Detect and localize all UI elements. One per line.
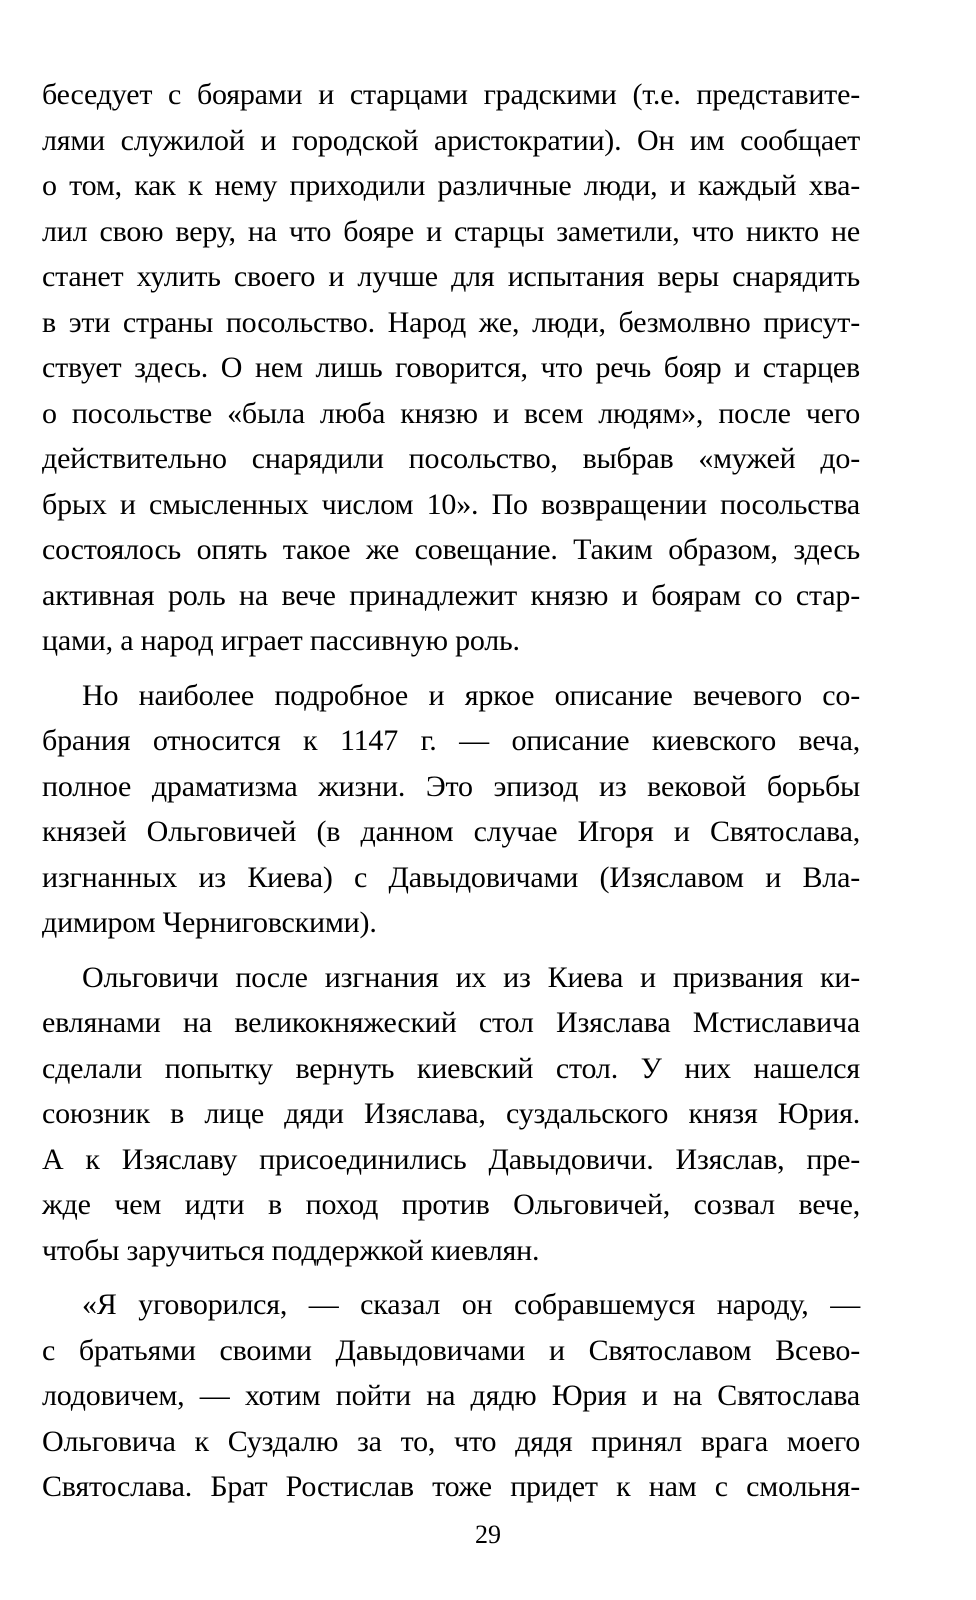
text-line: беседует с боярами и старцами градскими (т.е. представите- [42, 78, 860, 111]
text-line: Ольговичи после изгнания их из Киева и призвания ки- [82, 960, 860, 994]
text-line: о посольстве «была люба князю и всем людям», после чего [42, 396, 860, 430]
text-line: «Я уговорился, — сказал он собравшемуся народу, — [82, 1288, 860, 1321]
text-line: союзник в лице дяди Изяслава, суздальского князя Юрия. [42, 1097, 860, 1130]
text-line: Но наиболее подробное и яркое описание вечевого со- [82, 678, 860, 712]
page-number: 29 [475, 1520, 501, 1549]
text-line: Ольговича к Суздалю за то, что дядя принял врага моего [42, 1424, 860, 1458]
text-line: Святослава. Брат Ростислав тоже придет к нам с смольня- [42, 1470, 860, 1503]
text-line: лил свою веру, на что бояре и старцы заметили, что никто не [42, 214, 860, 248]
text-line: жде чем идти в поход против Ольговичей, созвал вече, [42, 1188, 860, 1221]
text-line: в эти страны посольство. Народ же, люди, безмолвно присут- [42, 305, 860, 339]
text-line: о том, как к нему приходили различные люди, и каждый хва- [42, 169, 860, 202]
paragraph-4 [42, 1282, 860, 1510]
text-line: состоялось опять такое же совещание. Таким образом, здесь [42, 533, 860, 566]
paragraph-1 [42, 72, 860, 664]
text-line: действительно снарядили посольство, выбрав «мужей до- [42, 442, 860, 475]
text-line: лодовичем, — хотим пойти на дядю Юрия и на Святослава [42, 1379, 860, 1412]
text-line: активная роль на вече принадлежит князю и боярам со стар- [42, 578, 860, 612]
paragraph-2 [42, 673, 860, 946]
text-line: лями служилой и городской аристократии). Он им сообщает [42, 123, 860, 157]
text-line: князей Ольговичей (в данном случае Игоря и Святослава, [42, 815, 860, 848]
text-line: станет хулить своего и лучше для испытания веры снарядить [42, 260, 860, 293]
text-line: изгнанных из Киева) с Давыдовичами (Изяславом и Вла- [42, 860, 860, 894]
text-line: с братьями своими Давыдовичами и Святославом Всево- [42, 1333, 860, 1367]
text-line: полное драматизма жизни. Это эпизод из вековой борьбы [42, 769, 860, 803]
body-text [42, 72, 860, 1519]
text-line: ствует здесь. О нем лишь говорится, что речь бояр и старцев [42, 351, 860, 384]
text-line: чтобы заручиться поддержкой киевлян. [42, 1233, 540, 1267]
paragraph-3 [42, 955, 860, 1274]
text-line: А к Изяславу присоединились Давыдовичи. Изяслав, пре- [42, 1142, 860, 1176]
text-line: цами, а народ играет пассивную роль. [42, 624, 520, 657]
text-line: брания относится к 1147 г. — описание киевского веча, [42, 724, 860, 757]
text-line: евлянами на великокняжеский стол Изяслава Мстиславича [42, 1006, 860, 1039]
text-line: брых и смысленных числом 10». По возвращении посольства [42, 487, 860, 521]
text-line: димиром Черниговскими). [42, 906, 377, 939]
text-line: сделали попытку вернуть киевский стол. У них нашелся [42, 1051, 860, 1085]
